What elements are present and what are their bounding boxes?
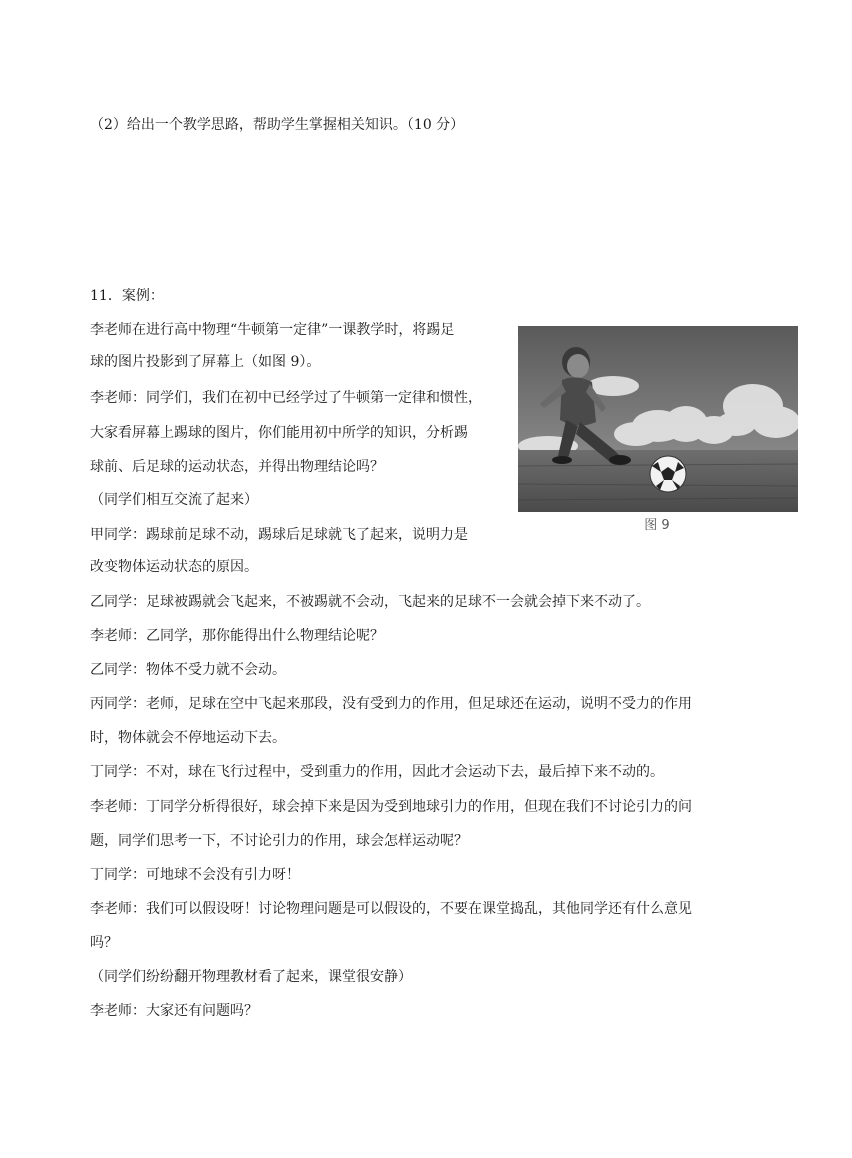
stage-direction: （同学们纷纷翻开物理教材看了起来，课堂很安静） xyxy=(90,969,412,985)
dialogue-line: 吗？ xyxy=(90,935,118,951)
case-paragraph-line: 李老师在进行高中物理“牛顿第一定律”一课教学时，将踢足 xyxy=(90,322,455,338)
dialogue-line: 乙同学：物体不受力就不会动。 xyxy=(90,662,286,678)
dialogue-line: 丙同学：老师，足球在空中飞起来那段，没有受到力的作用，但足球还在运动，说明不受力的作用 xyxy=(90,696,692,712)
dialogue-line: 丁同学：可地球不会没有引力呀！ xyxy=(90,867,300,883)
dialogue-line: 乙同学：足球被踢就会飞起来，不被踢就不会动，飞起来的足球不一会就会掉下来不动了。 xyxy=(90,594,650,610)
case-paragraph-line: 球的图片投影到了屏幕上（如图 9）。 xyxy=(90,354,321,370)
stage-direction: （同学们相互交流了起来） xyxy=(90,492,258,508)
dialogue-line: 李老师：丁同学分析得很好，球会掉下来是因为受到地球引力的作用，但现在我们不讨论引力的问 xyxy=(90,799,692,815)
dialogue-line: 甲同学：踢球前足球不动，踢球后足球就飞了起来，说明力是 xyxy=(90,527,468,543)
dialogue-line: 大家看屏幕上踢球的图片，你们能用初中所学的知识，分析踢 xyxy=(90,425,468,441)
dialogue-line: 改变物体运动状态的原因。 xyxy=(90,559,258,575)
dialogue-line: 李老师：我们可以假设呀！讨论物理问题是可以假设的，不要在课堂捣乱，其他同学还有什么意见 xyxy=(90,901,692,917)
kicking-ball-photo xyxy=(518,326,798,512)
dialogue-line: 李老师：同学们，我们在初中已经学过了牛顿第一定律和惯性， xyxy=(90,390,482,406)
dialogue-line: 球前、后足球的运动状态，并得出物理结论吗？ xyxy=(90,459,384,475)
dialogue-line: 丁同学：不对，球在飞行过程中，受到重力的作用，因此才会运动下去，最后掉下来不动的。 xyxy=(90,764,664,780)
question-2-prompt: （2）给出一个教学思路，帮助学生掌握相关知识。（10 分） xyxy=(90,117,465,133)
figure-9 xyxy=(516,326,798,536)
dialogue-line: 时，物体就会不停地运动下去。 xyxy=(90,730,286,746)
question-11-heading: 11．案例： xyxy=(90,288,164,304)
dialogue-line: 李老师：乙同学，那你能得出什么物理结论呢？ xyxy=(90,628,384,644)
figure-caption: 图 9 xyxy=(644,518,670,533)
dialogue-line: 题，同学们思考一下，不讨论引力的作用，球会怎样运动呢？ xyxy=(90,833,468,849)
dialogue-line: 李老师：大家还有问题吗？ xyxy=(90,1003,258,1019)
